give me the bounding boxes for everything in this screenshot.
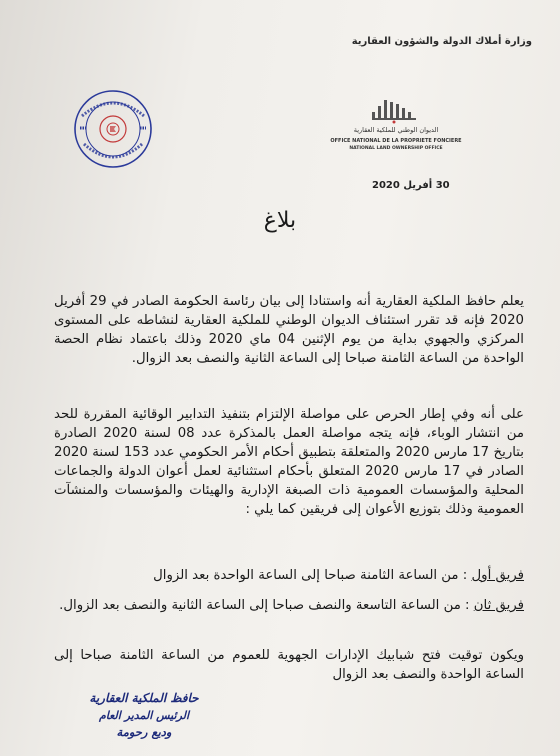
team-2-line bbox=[54, 596, 524, 615]
team-2-label: فريق ثان bbox=[473, 598, 524, 613]
document-title: بلاغ bbox=[263, 208, 297, 233]
team-1-text: : من الساعة الثامنة صباحا إلى الساعة الواحدة بعد الزوال bbox=[153, 568, 472, 583]
signature-title: حافظ الملكية العقارية bbox=[89, 691, 199, 705]
signature-position: الرئيس المدير العام bbox=[98, 709, 190, 722]
team-1-line bbox=[54, 566, 524, 585]
office-name-english: NATIONAL LAND OWNERSHIP OFFICE bbox=[349, 146, 443, 151]
team-2-text: : من الساعة التاسعة والنصف صباحا إلى الساعة الثانية والنصف بعد الزوال. bbox=[59, 598, 474, 613]
team-1-label: فريق أول bbox=[471, 568, 524, 583]
document-date: 30 أفريل 2020 bbox=[372, 180, 450, 191]
official-stamp-icon bbox=[72, 88, 154, 170]
signature-name: وديع رحومة bbox=[116, 725, 172, 739]
office-name-french: OFFICE NATIONAL DE LA PROPRIETE FONCIERE bbox=[330, 138, 462, 144]
paragraph-3: ويكون توقيت فتح شبابيك الإدارات الجهوية للعموم من الساعة الثامنة صباحا إلى الساعة الواحدة والنصف بعد الزوال bbox=[54, 648, 524, 682]
paragraph-2: على أنه وفي إطار الحرص على مواصلة الإلتزام بتنفيذ التدابير الوقائية المقررة للحد من انتشار الوباء، فإنه يتجه مواصلة العمل بالمذكرة عدد 08 لسنة 2020 الصادرة بتاريخ 17 مارس 2020 والمتعلقة بتطبيق أحكام الأمر الحكومي عدد 153 لسنة 2020 الصادر في 17 مارس 2020 المتعلق بأحكام استثنائية لعمل أعوان الدولة والجماعات المحلية والمؤسسات العمومية ذات الصبغة الإدارية والهيئات والمؤسسات والمنشآت العمومية وذلك بتوزيع الأعوان إلى فريقين كما يلي : bbox=[54, 407, 525, 517]
paragraph-1: يعلم حافظ الملكية العقارية أنه واستنادا إلى بيان رئاسة الحكومة الصادر في 29 أفريل 2020 فإنه قد تقرر استئناف الديوان الوطني للملكية العقارية لنشاطه على المستوى المركزي والجهوي بداية من يوم الإثنين 04 ماي 2020 وذلك باعتماد نظام الحصة الواحدة من الساعة الثامنة صباحا إلى الساعة الثانية والنصف بعد الزوال. bbox=[54, 294, 524, 366]
ministry-header: وزارة أملاك الدولة والشؤون العقارية bbox=[351, 36, 532, 47]
office-name-arabic: الديوان الوطني للملكية العقارية bbox=[353, 126, 439, 134]
signature-block bbox=[64, 690, 224, 741]
